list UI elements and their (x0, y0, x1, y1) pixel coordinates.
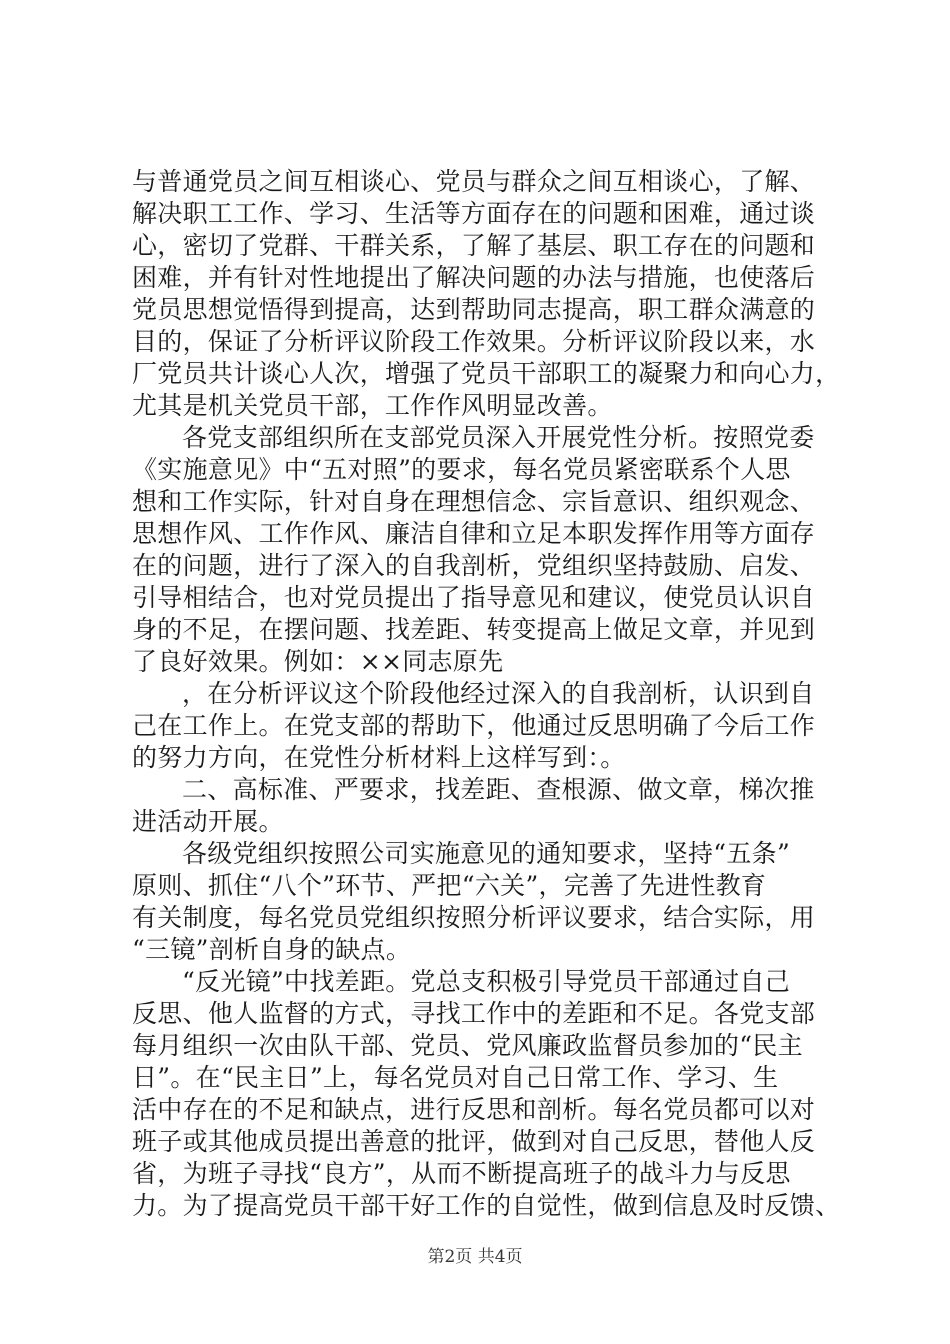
text-line: 《实施意见》中“五对照”的要求，每名党员紧密联系个人思 (132, 455, 791, 484)
page-footer: 第2页 共4页 (427, 1247, 523, 1267)
text-line: 尤其是机关党员干部，工作作风明显改善。 (132, 391, 613, 420)
text-line: 进活动开展。 (132, 807, 284, 836)
text-line: 厂党员共计谈心人次，增强了党员干部职工的凝聚力和向心力， (132, 359, 841, 388)
text-line: 的努力方向，在党性分析材料上这样写到：。 (132, 743, 626, 772)
text-line: ，在分析评议这个阶段他经过深入的自我剖析，认识到自 (182, 679, 815, 708)
text-line: 班子或其他成员提出善意的批评，做到对自己反思，替他人反 (132, 1127, 816, 1156)
text-line: 省，为班子寻找“良方”，从而不断提高班子的战斗力与反思 (132, 1159, 791, 1188)
text-line: 各级党组织按照公司实施意见的通知要求，坚持“五条” (182, 839, 791, 868)
text-line: 己在工作上。在党支部的帮助下，他通过反思明确了今后工作 (132, 711, 816, 740)
text-line: 目的，保证了分析评议阶段工作效果。分析评议阶段以来，水 (132, 327, 816, 356)
text-line: 想和工作实际，针对自身在理想信念、宗旨意识、组织观念、 (132, 487, 816, 516)
text-line: 党员思想觉悟得到提高，达到帮助同志提高，职工群众满意的 (132, 295, 816, 324)
text-line: 与普通党员之间互相谈心、党员与群众之间互相谈心，了解、 (132, 167, 816, 196)
text-line: 日”。在“民主日”上，每名党员对自己日常工作、学习、生 (132, 1063, 779, 1092)
text-line: 了良好效果。例如：××同志原先 (132, 647, 504, 676)
text-line: 思想作风、工作作风、廉洁自律和立足本职发挥作用等方面存 (132, 519, 816, 548)
text-line: 二、高标准、严要求，找差距、查根源、做文章，梯次推 (182, 775, 815, 804)
text-line: “反光镜”中找差距。党总支积极引导党员干部通过自己 (182, 967, 791, 996)
text-line: 解决职工工作、学习、生活等方面存在的问题和困难，通过谈 (132, 199, 816, 228)
text-line: 反思、他人监督的方式，寻找工作中的差距和不足。各党支部 (132, 999, 816, 1028)
text-line: 原则、抓住“八个”环节、严把“六关”，完善了先进性教育 (132, 871, 767, 900)
text-line: 各党支部组织所在支部党员深入开展党性分析。按照党委 (182, 423, 815, 452)
text-line: 心，密切了党群、干群关系，了解了基层、职工存在的问题和 (132, 231, 816, 260)
document-body (132, 166, 844, 1222)
text-line: 在的问题，进行了深入的自我剖析，党组织坚持鼓励、启发、 (132, 551, 816, 580)
text-line: 身的不足，在摆问题、找差距、转变提高上做足文章，并见到 (132, 615, 816, 644)
text-line: 引导相结合，也对党员提出了指导意见和建议，使党员认识自 (132, 583, 816, 612)
text-line: “三镜”剖析自身的缺点。 (132, 935, 412, 964)
text-line: 活中存在的不足和缺点，进行反思和剖析。每名党员都可以对 (132, 1095, 816, 1124)
text-line: 困难，并有针对性地提出了解决问题的办法与措施，也使落后 (132, 263, 816, 292)
text-line: 有关制度，每名党员党组织按照分析评议要求，结合实际，用 (132, 903, 816, 932)
text-line: 每月组织一次由队干部、党员、党风廉政监督员参加的“民主 (132, 1031, 803, 1060)
text-line: 力。为了提高党员干部干好工作的自觉性，做到信息及时反馈、 (132, 1191, 841, 1220)
